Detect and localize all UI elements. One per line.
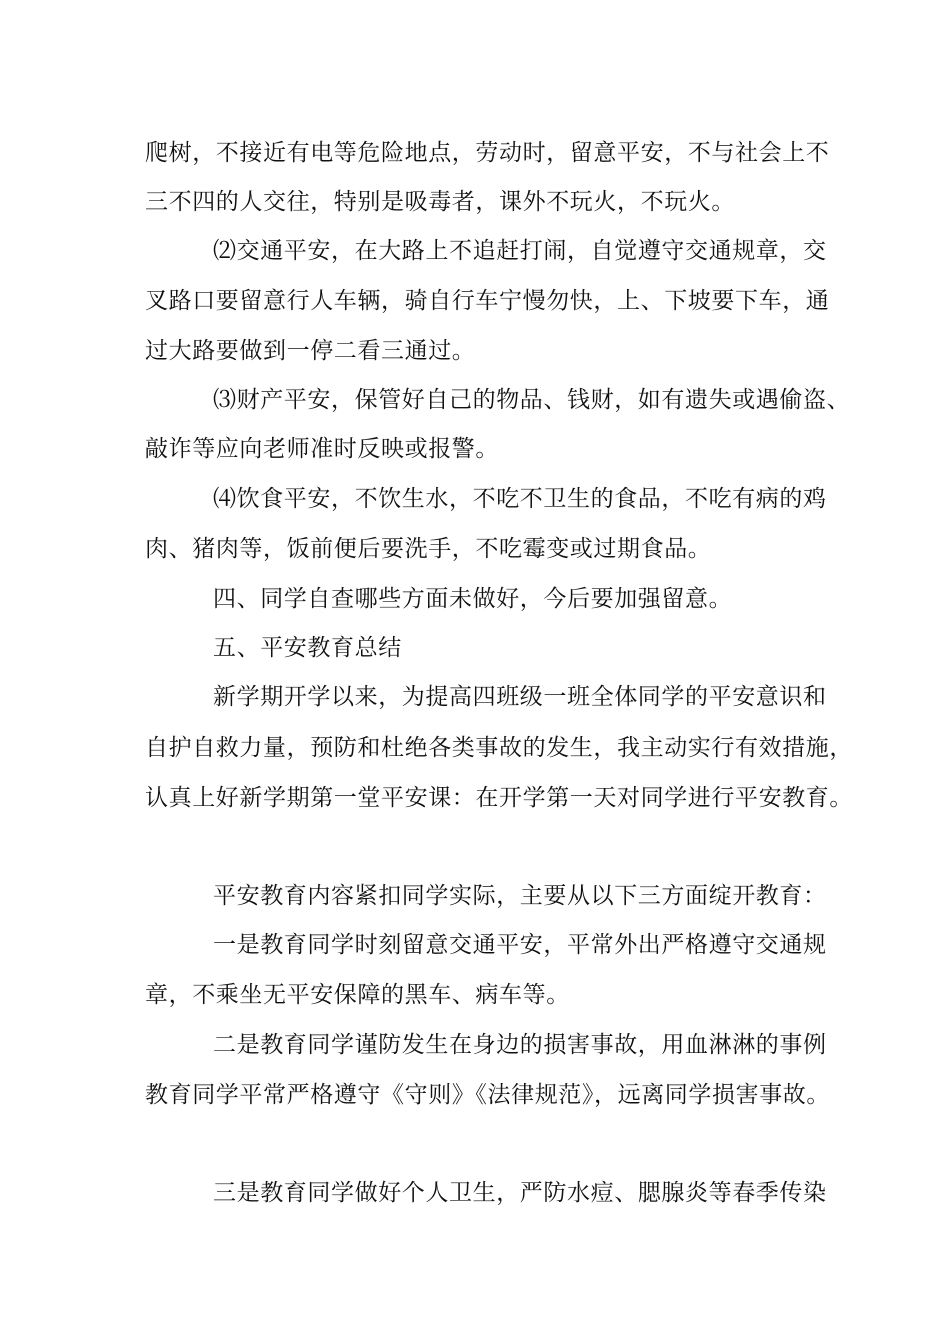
text-line: 叉路口要留意行人车辆，骑自行车宁慢勿快，上、下坡要下车，通	[145, 288, 830, 314]
paragraph-start: 一是教育同学时刻留意交通平安，平常外出严格遵守交通规	[213, 932, 827, 958]
paragraph-start: 三是教育同学做好个人卫生，严防水痘、腮腺炎等春季传染	[213, 1180, 827, 1206]
text-line: 教育同学平常严格遵守《守则》《法律规范》，远离同学损害事故。	[145, 1082, 830, 1108]
text-line: 三不四的人交往，特别是吸毒者，课外不玩火，不玩火。	[145, 189, 735, 215]
section-heading: 五、平安教育总结	[213, 635, 402, 661]
paragraph-start: 新学期开学以来，为提高四班级一班全体同学的平安意识和	[213, 684, 827, 710]
text-line: 肉、猪肉等，饭前便后要洗手，不吃霉变或过期食品。	[145, 536, 712, 562]
paragraph-start: ⑷饮食平安，不饮生水，不吃不卫生的食品，不吃有病的鸡	[213, 486, 827, 512]
paragraph-start: ⑶财产平安，保管好自己的物品、钱财，如有遗失或遇偷盗、	[213, 387, 851, 413]
text-line: 认真上好新学期第一堂平安课：在开学第一天对同学进行平安教育。	[145, 785, 853, 811]
section-heading: 四、同学自查哪些方面未做好，今后要加强留意。	[213, 586, 733, 612]
text-line: 自护自救力量，预防和杜绝各类事故的发生，我主动实行有效措施，	[145, 735, 853, 761]
paragraph-start: 二是教育同学谨防发生在身边的损害事故，用血淋淋的事例	[213, 1032, 827, 1058]
paragraph-start: 平安教育内容紧扣同学实际，主要从以下三方面绽开教育：	[213, 883, 827, 909]
text-line: 爬树，不接近有电等危险地点，劳动时，留意平安，不与社会上不	[145, 140, 830, 166]
text-line: 过大路要做到一停二看三通过。	[145, 338, 476, 364]
paragraph-start: ⑵交通平安，在大路上不追赶打闹，自觉遵守交通规章，交	[213, 238, 827, 264]
text-line: 章，不乘坐无平安保障的黑车、病车等。	[145, 982, 570, 1008]
text-line: 敲诈等应向老师准时反映或报警。	[145, 436, 499, 462]
